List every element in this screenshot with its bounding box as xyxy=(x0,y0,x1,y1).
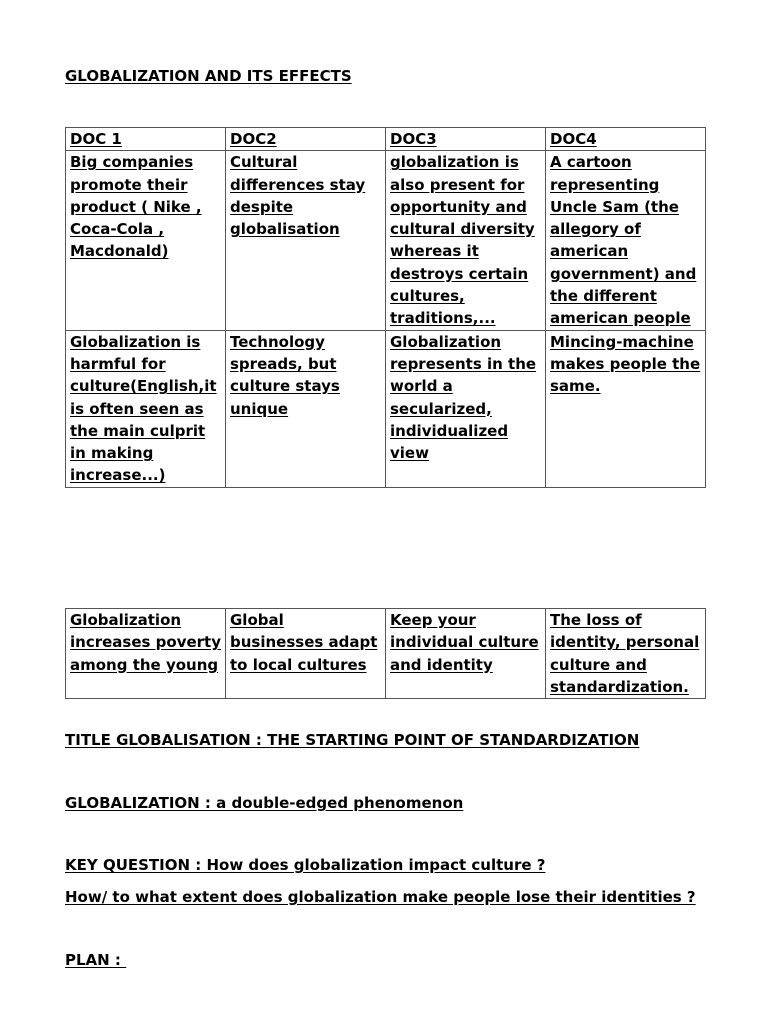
table-row xyxy=(66,609,706,699)
table-cell xyxy=(66,151,226,330)
document-title: GLOBALIZATION AND ITS EFFECTS xyxy=(65,67,352,85)
cell-text: globalization is also present for opportunity and cultural diversity whereas it destroys certain cultures, traditions,... xyxy=(390,153,535,328)
cell-text: Global businesses adapt to local cultures xyxy=(230,611,378,674)
cell-text: Keep your individual culture and identity xyxy=(390,611,539,674)
header-doc1: DOC 1 xyxy=(70,130,122,148)
header-doc3: DOC3 xyxy=(390,130,437,148)
table-cell xyxy=(546,151,706,330)
title-line: TITLE GLOBALISATION : THE STARTING POINT OF STANDARDIZATION xyxy=(65,731,640,749)
header-doc2: DOC2 xyxy=(230,130,277,148)
key-question: KEY QUESTION : How does globalization impact culture ? xyxy=(65,856,546,874)
table-cell xyxy=(386,330,546,487)
table-cell xyxy=(226,151,386,330)
table-row xyxy=(66,128,706,151)
cell-text: Technology spreads, but culture stays unique xyxy=(230,332,340,418)
cell-text: The loss of identity, personal culture and standardization. xyxy=(550,611,700,696)
question-extent: How/ to what extent does globalization make people lose their identities ? xyxy=(65,888,696,906)
documents-table xyxy=(65,127,706,488)
cell-text: Mincing-machine makes people the same. xyxy=(550,332,701,396)
summary-table xyxy=(65,608,706,699)
table-cell xyxy=(66,330,226,487)
cell-text: Big companies promote their product ( Nike , Coca-Cola , Macdonald) xyxy=(70,153,202,261)
cell-text: Globalization increases poverty among the young xyxy=(70,611,221,674)
table-cell xyxy=(66,128,226,151)
table-cell xyxy=(546,330,706,487)
table-row xyxy=(66,330,706,487)
table-cell xyxy=(386,151,546,330)
table-cell xyxy=(386,609,546,699)
cell-text: A cartoon representing Uncle Sam (the allegory of american government) and the different american people xyxy=(550,153,697,328)
table-cell xyxy=(386,128,546,151)
table-cell xyxy=(546,609,706,699)
table-cell xyxy=(66,609,226,699)
table-cell xyxy=(226,128,386,151)
table-row xyxy=(66,151,706,330)
cell-text: Globalization represents in the world a secularized, individualized view xyxy=(390,332,537,463)
table-cell xyxy=(226,609,386,699)
phenomenon-line: GLOBALIZATION : a double-edged phenomenon xyxy=(65,794,464,812)
plan-heading: PLAN : xyxy=(65,951,127,969)
table-cell xyxy=(546,128,706,151)
cell-text: Globalization is harmful for culture(English,it is often seen as the main culprit in making increase...) xyxy=(70,332,217,485)
cell-text: Cultural differences stay despite globalisation xyxy=(230,153,366,239)
header-doc4: DOC4 xyxy=(550,130,597,148)
table-cell xyxy=(226,330,386,487)
